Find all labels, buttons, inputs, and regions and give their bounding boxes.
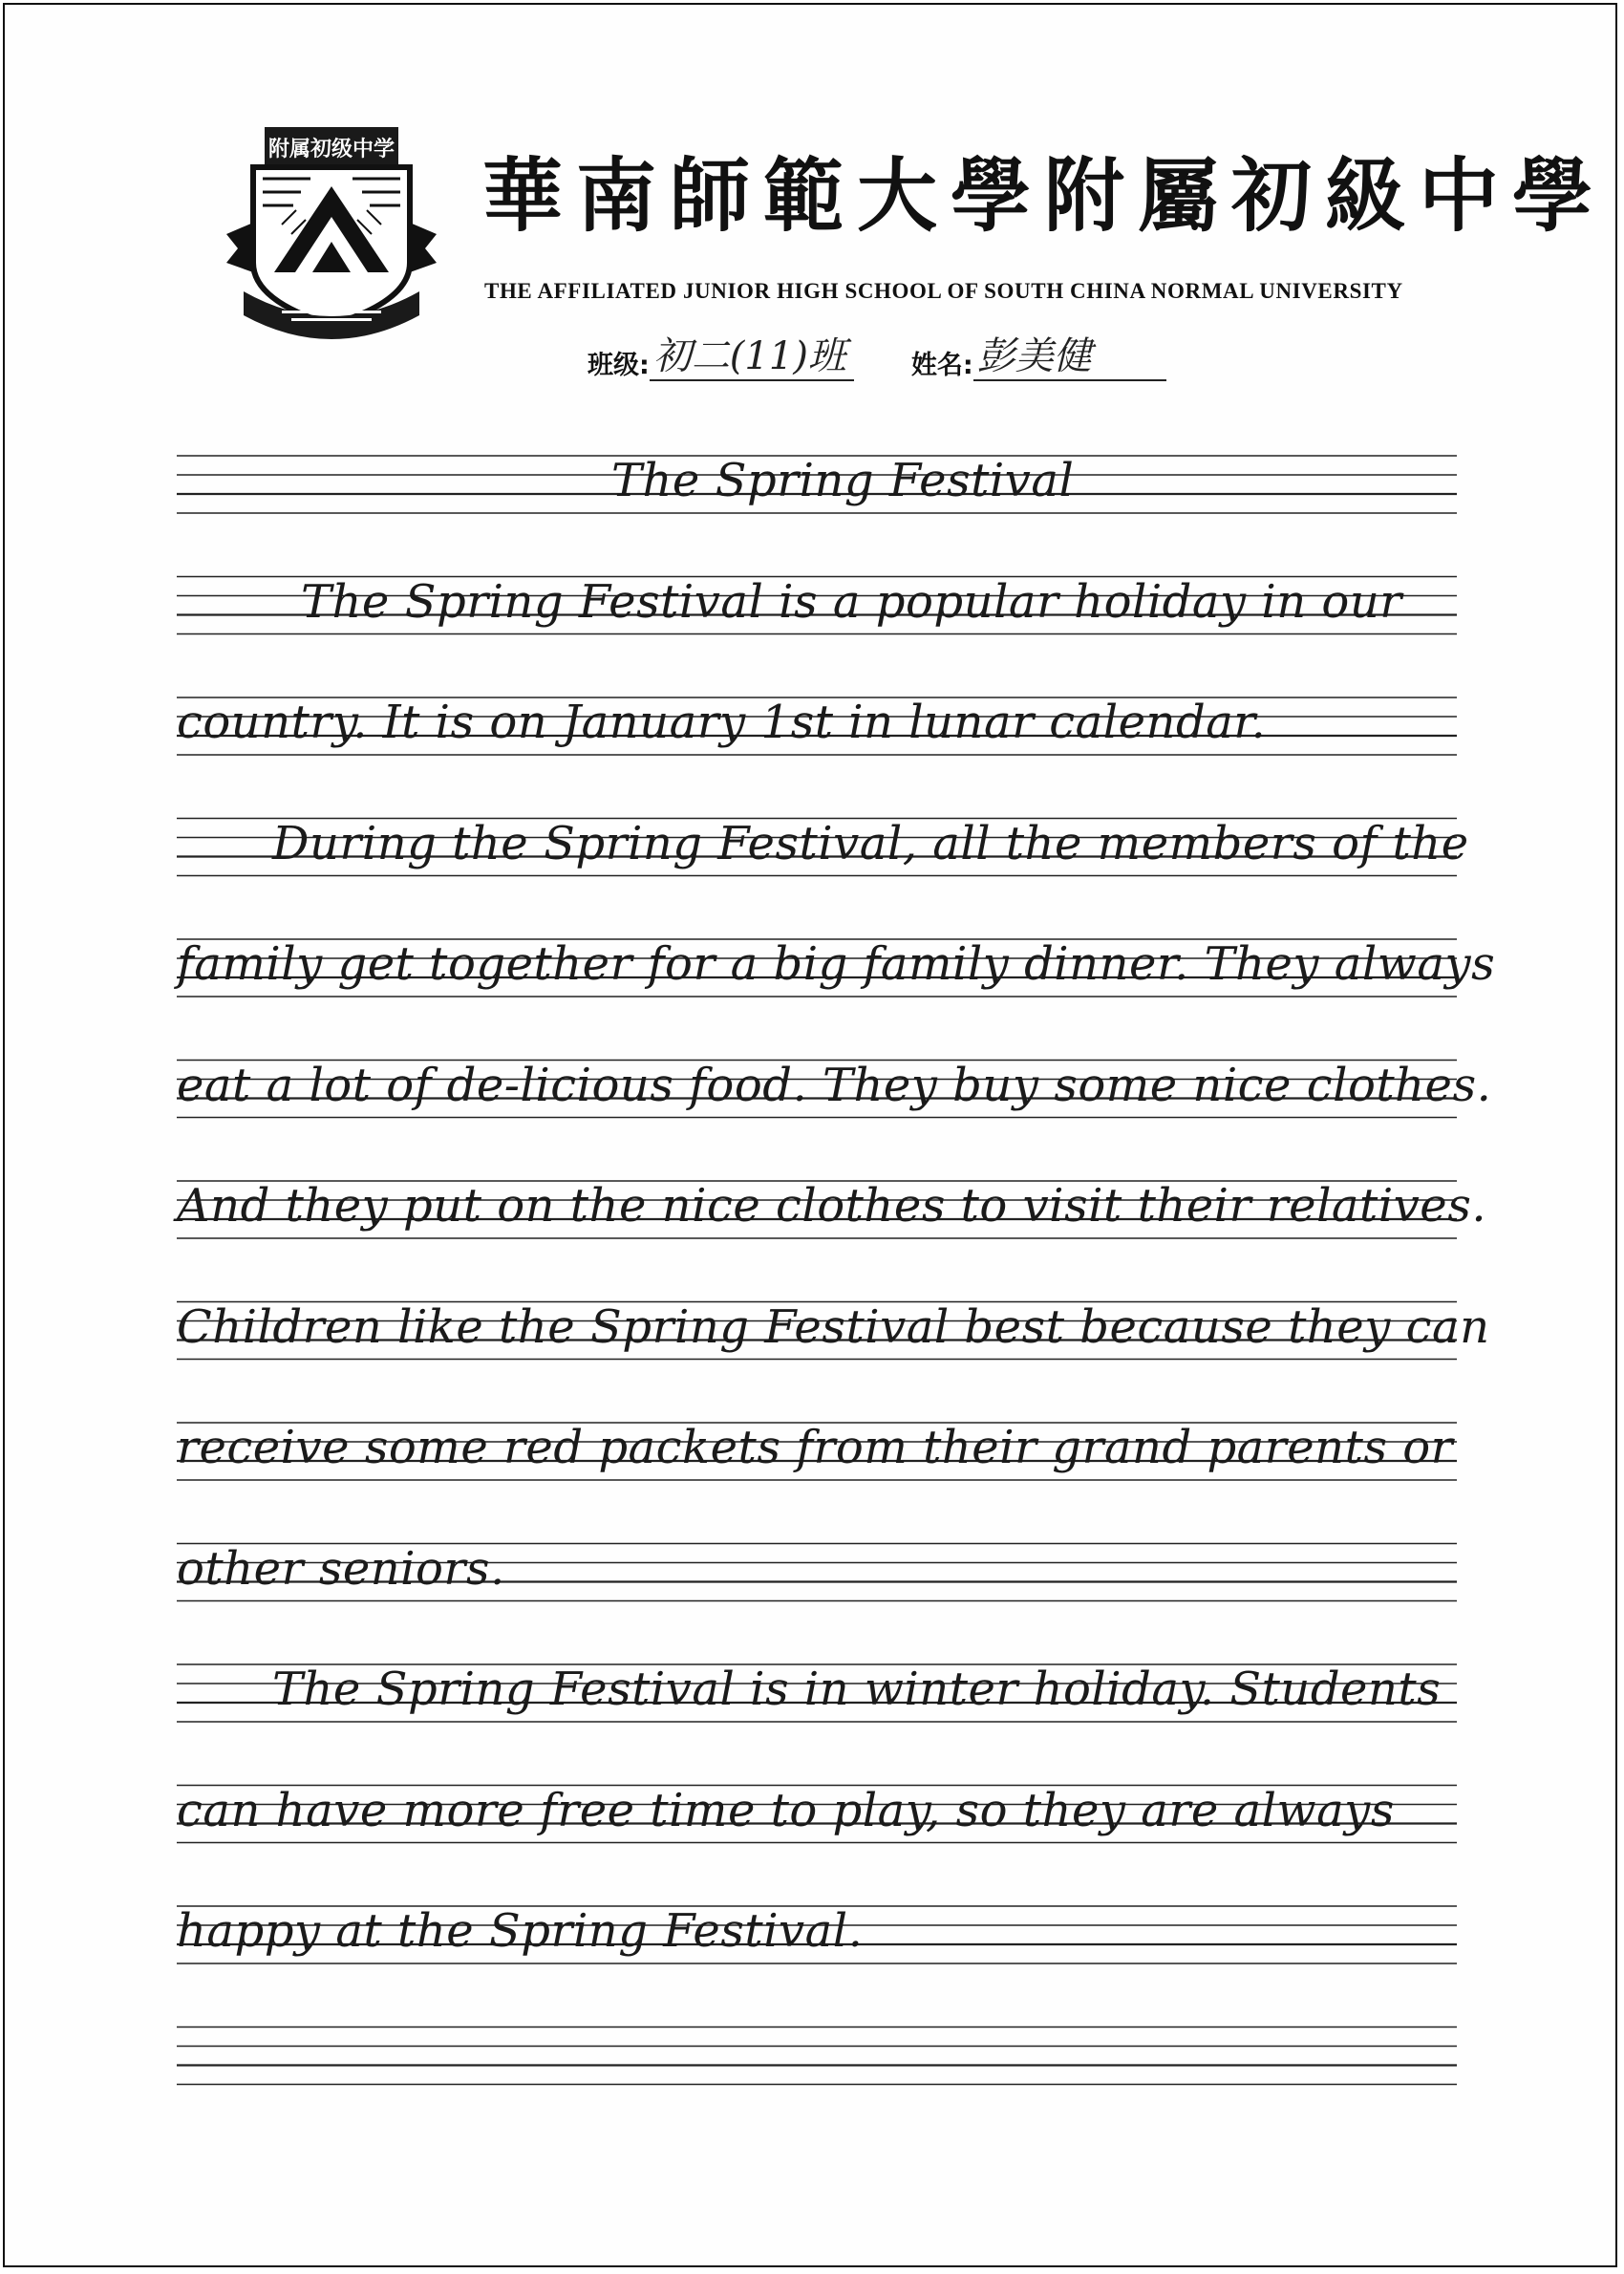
essay-line: And they put on the nice clothes to visit their relatives. xyxy=(177,1179,1487,1233)
essay-line: happy at the Spring Festival. xyxy=(177,1904,864,1958)
worksheet-page xyxy=(3,3,1617,2267)
name-field xyxy=(911,335,1166,381)
essay-line: receive some red packets from their grand parents or xyxy=(177,1421,1454,1474)
essay-line: The Spring Festival is a popular holiday in our xyxy=(301,574,1402,629)
school-name-chinese: 華南師範大學附屬初級中學 xyxy=(482,148,1607,243)
name-value: 彭美健 xyxy=(973,335,1166,381)
class-label: 班级: xyxy=(588,351,650,380)
school-name-english: THE AFFILIATED JUNIOR HIGH SCHOOL OF SOUTH CHINA NORMAL UNIVERSITY xyxy=(484,279,1403,303)
essay-line: other seniors. xyxy=(177,1541,505,1596)
essay-line: family get together for a big family dinner. They always xyxy=(177,937,1496,991)
essay-line: The Spring Festival is in winter holiday. Students xyxy=(272,1663,1442,1716)
essay-line: During the Spring Festival, all the members of the xyxy=(272,816,1469,870)
essay-title: The Spring Festival xyxy=(611,454,1075,507)
class-value: 初二(11)班 xyxy=(650,335,854,381)
essay-line: eat a lot of de-licious food. They buy some nice clothes. xyxy=(177,1058,1492,1112)
crest-top-text: 附属初级中学 xyxy=(267,138,395,161)
student-info-row xyxy=(588,330,1166,381)
essay-line: can have more free time to play, so they are always xyxy=(177,1783,1395,1837)
name-label: 姓名: xyxy=(910,351,973,380)
essay-line: Children like the Spring Festival best because they can xyxy=(177,1299,1490,1354)
class-field xyxy=(588,335,854,381)
essay-line: country. It is on January 1st in lunar calendar. xyxy=(177,696,1267,749)
school-crest-logo xyxy=(224,119,438,339)
ruled-writing-area xyxy=(177,446,1496,2137)
